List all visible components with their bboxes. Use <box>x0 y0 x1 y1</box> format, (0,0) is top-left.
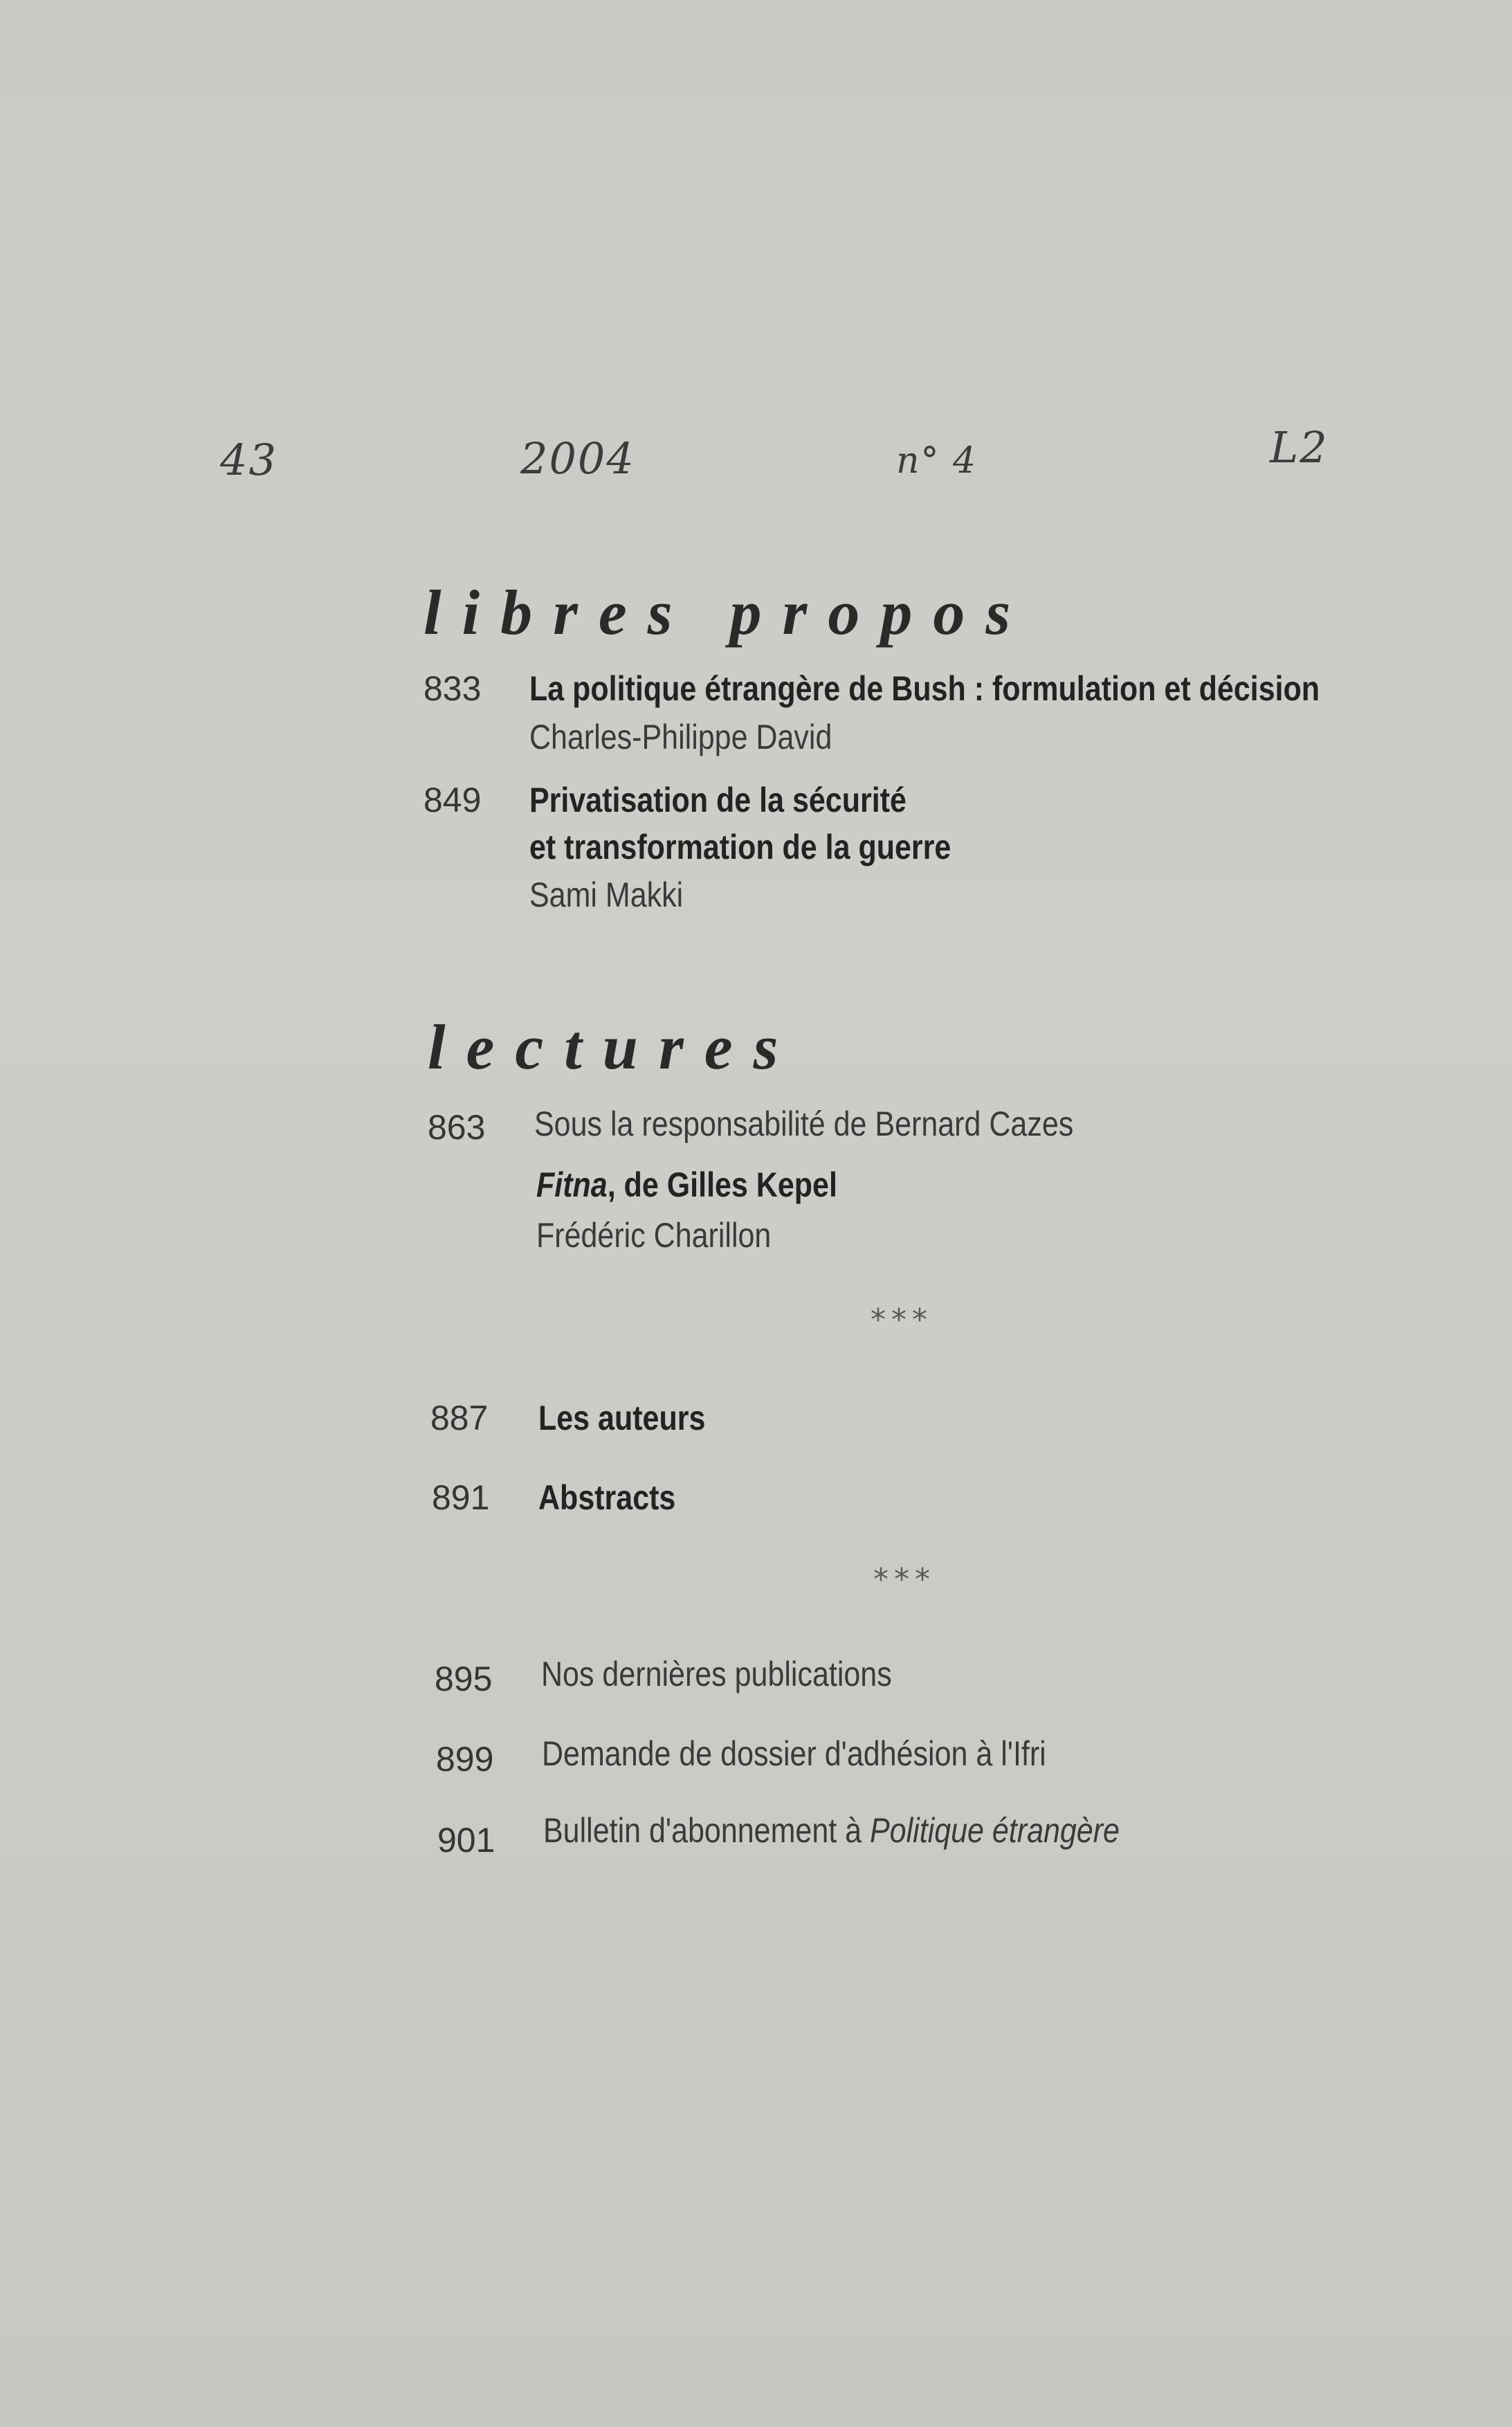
article-title: et transformation de la guerre <box>529 828 951 866</box>
book-title-rest: , de Gilles Kepel <box>607 1165 837 1204</box>
section-title-libres-propos: libres propos <box>423 577 1032 648</box>
book-title <box>536 1165 837 1205</box>
publication-label: Demande de dossier d'adhésion à l'Ifri <box>542 1734 1046 1773</box>
journal-title: Politique étrangère <box>869 1811 1120 1850</box>
book-title-italic: Fitna <box>536 1165 608 1204</box>
publication-label: Nos dernières publications <box>541 1655 892 1693</box>
handwritten-year: 2004 <box>520 433 635 484</box>
page-number: 863 <box>428 1108 486 1147</box>
article-author: Frédéric Charillon <box>536 1216 772 1255</box>
page-number: 891 <box>432 1478 490 1517</box>
section-title-lectures: lectures <box>428 1012 799 1082</box>
page-number: 833 <box>423 669 482 708</box>
lectures-intro: Sous la responsabilité de Bernard Cazes <box>534 1105 1074 1143</box>
handwritten-volume: 43 <box>220 435 277 485</box>
back-matter-label: Les auteurs <box>538 1399 706 1437</box>
publication-label-text: Bulletin d'abonnement à <box>543 1811 870 1850</box>
page-number: 901 <box>437 1821 495 1860</box>
handwritten-code: L2 <box>1270 422 1329 473</box>
page-number: 849 <box>423 781 482 819</box>
article-title: Privatisation de la sécurité <box>529 781 907 819</box>
page-number: 895 <box>435 1660 493 1698</box>
separator-stars: *** <box>871 1302 933 1338</box>
page-number: 899 <box>436 1740 494 1779</box>
article-author: Charles-Philippe David <box>529 718 832 756</box>
handwritten-number: n° 4 <box>896 440 978 482</box>
separator-stars: *** <box>873 1562 936 1597</box>
publication-label <box>543 1810 1120 1851</box>
page-number: 887 <box>430 1399 489 1437</box>
article-author: Sami Makki <box>529 875 684 914</box>
article-title: La politique étrangère de Bush : formulation et décision <box>529 669 1320 708</box>
back-matter-label: Abstracts <box>538 1478 676 1517</box>
